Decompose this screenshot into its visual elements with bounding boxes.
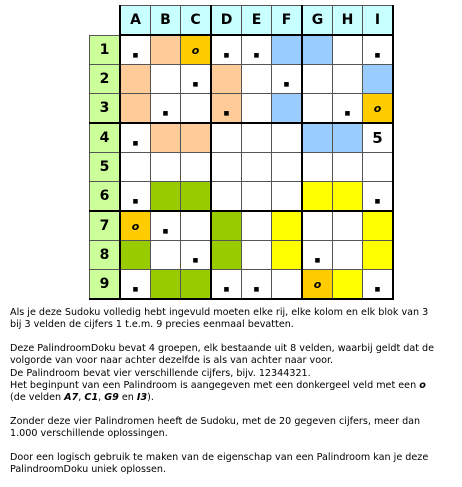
cell-dot-marker: ■	[374, 52, 381, 59]
cell-c5[interactable]	[181, 153, 212, 182]
cell-d4[interactable]	[211, 123, 242, 153]
cell-d5[interactable]	[211, 153, 242, 182]
text-line: Als je deze Sudoku volledig hebt ingevuld moeten elke rij, elke kolom en elk blok van 3	[10, 307, 429, 318]
cell-dot-marker: ■	[223, 52, 230, 59]
cell-d6[interactable]	[211, 182, 242, 212]
text-line: PalindroomDoku uniek oplossen.	[10, 464, 167, 476]
grid-row	[90, 94, 394, 124]
cell-dot-marker: ■	[223, 286, 230, 293]
text-line: De Palindroom bevat vier verschillende cijfers, bijv. 12344321.	[10, 367, 311, 379]
cell-dot-marker: ■	[132, 198, 139, 205]
column-header-h: H	[333, 6, 363, 36]
cell-c6[interactable]	[181, 182, 212, 212]
text-fragment: Het beginpunt van een Palindroom is aangegeven met een donkergeel veld met een	[10, 380, 417, 392]
cell-d1[interactable]	[211, 35, 242, 65]
cell-i1[interactable]	[363, 35, 394, 65]
text-fragment: (de velden	[10, 392, 62, 404]
cell-e6[interactable]	[242, 182, 272, 212]
logic-paragraph	[10, 452, 456, 477]
cell-i5[interactable]	[363, 153, 394, 182]
text-line: Deze PalindroomDoku bevat 4 groepen, elk bestaande uit 8 velden, waarbij geldt dat de	[10, 342, 435, 354]
cell-c3[interactable]	[181, 94, 212, 124]
cell-b7[interactable]	[151, 211, 181, 241]
cell-e8[interactable]	[242, 241, 272, 270]
cell-dot-marker: ■	[132, 286, 139, 293]
cell-ref: A7	[64, 392, 79, 404]
cell-b9[interactable]	[151, 270, 181, 300]
cell-b8[interactable]	[151, 241, 181, 270]
cell-d2[interactable]	[211, 65, 242, 94]
cell-i4[interactable]	[363, 123, 394, 153]
cell-f2[interactable]	[272, 65, 303, 94]
palindrome-start-marker: o	[191, 44, 200, 57]
instructions	[10, 307, 456, 487]
cell-e1[interactable]	[242, 35, 272, 65]
cell-h7[interactable]	[333, 211, 363, 241]
column-header-c: C	[181, 6, 212, 36]
solutions-paragraph	[10, 416, 456, 441]
cell-a5[interactable]	[120, 153, 151, 182]
cell-h3[interactable]	[333, 94, 363, 124]
column-header-a: A	[120, 6, 151, 36]
cell-f5[interactable]	[272, 153, 303, 182]
cell-i3[interactable]	[363, 94, 394, 124]
start-marker-symbol: o	[419, 380, 426, 392]
cell-b1[interactable]	[151, 35, 181, 65]
column-header-f: F	[272, 6, 303, 36]
cell-ref: G9	[104, 392, 119, 404]
row-header-5: 5	[90, 153, 121, 182]
cell-a2[interactable]	[120, 65, 151, 94]
grid-row	[90, 153, 394, 182]
cell-dot-marker: ■	[283, 81, 290, 88]
cell-dot-marker: ■	[132, 140, 139, 147]
cell-dot-marker: ■	[344, 110, 351, 117]
cell-b5[interactable]	[151, 153, 181, 182]
cell-c2[interactable]	[181, 65, 212, 94]
cell-e5[interactable]	[242, 153, 272, 182]
cell-ref: C1	[84, 392, 99, 404]
cell-c9[interactable]	[181, 270, 212, 300]
cell-a6[interactable]	[120, 182, 151, 212]
grid-row	[90, 211, 394, 241]
cell-g8[interactable]	[302, 241, 333, 270]
cell-d3[interactable]	[211, 94, 242, 124]
cell-e9[interactable]	[242, 270, 272, 300]
text-fragment: ,	[78, 392, 82, 404]
column-header-g: G	[302, 6, 333, 36]
cell-g6[interactable]	[302, 182, 333, 212]
cell-dot-marker: ■	[192, 257, 199, 264]
cell-dot-marker: ■	[223, 110, 230, 117]
text-line	[10, 380, 456, 392]
cell-d7[interactable]	[211, 211, 242, 241]
cell-e7[interactable]	[242, 211, 272, 241]
text-line: Door een logisch gebruik te maken van de eigenschap van een Palindroom kan je deze	[10, 451, 429, 463]
palindrome-start-marker: o	[373, 102, 382, 115]
cell-c1[interactable]	[181, 35, 212, 65]
row-header-4: 4	[90, 123, 121, 153]
text-line: volgorde van voor naar achter dezelfde is als van achter naar voor.	[10, 355, 334, 367]
cell-e4[interactable]	[242, 123, 272, 153]
row-header-6: 6	[90, 182, 121, 212]
cell-dot-marker: ■	[253, 286, 260, 293]
cell-f1[interactable]	[272, 35, 303, 65]
cell-f3[interactable]	[272, 94, 303, 124]
cell-h5[interactable]	[333, 153, 363, 182]
cell-g3[interactable]	[302, 94, 333, 124]
cell-h4[interactable]	[333, 123, 363, 153]
text-fragment: ,	[98, 392, 102, 404]
text-line	[10, 392, 456, 404]
cell-g5[interactable]	[302, 153, 333, 182]
grid-row	[90, 35, 394, 65]
text-line: 1.000 verschillende oplossingen.	[10, 428, 168, 440]
cell-c7[interactable]	[181, 211, 212, 241]
grid-row	[90, 182, 394, 212]
palindroomdoku-grid	[89, 5, 394, 300]
cell-g1[interactable]	[302, 35, 333, 65]
row-header-2: 2	[90, 65, 121, 94]
cell-g2[interactable]	[302, 65, 333, 94]
palindrome-start-marker: o	[131, 220, 140, 233]
row-header-9: 9	[90, 270, 121, 300]
text-fragment: ).	[147, 392, 154, 404]
cell-dot-marker: ■	[253, 52, 260, 59]
cell-g4[interactable]	[302, 123, 333, 153]
cell-c4[interactable]	[181, 123, 212, 153]
column-header-d: D	[211, 6, 242, 36]
cell-a4[interactable]	[120, 123, 151, 153]
row-header-3: 3	[90, 94, 121, 124]
cell-f6[interactable]	[272, 182, 303, 212]
cell-f4[interactable]	[272, 123, 303, 153]
cell-dot-marker: ■	[192, 81, 199, 88]
text-line: Zonder deze vier Palindromen heeft de Sudoku, met de 20 gegeven cijfers, meer dan	[10, 415, 421, 427]
cell-i8[interactable]	[363, 241, 394, 270]
cell-h6[interactable]	[333, 182, 363, 212]
cell-i9[interactable]	[363, 270, 394, 300]
palindrome-start-marker: o	[313, 278, 322, 291]
rules-paragraph	[10, 307, 456, 332]
cell-a9[interactable]	[120, 270, 151, 300]
cell-g9[interactable]	[302, 270, 333, 300]
cell-ref: I3	[136, 392, 148, 404]
cell-dot-marker: ■	[374, 286, 381, 293]
cell-dot-marker: ■	[132, 52, 139, 59]
cell-dot-marker: ■	[162, 228, 169, 235]
column-header-i: I	[363, 6, 394, 36]
cell-c8[interactable]	[181, 241, 212, 270]
grid-row	[90, 123, 394, 153]
palindrome-paragraph	[10, 343, 456, 405]
cell-f8[interactable]	[272, 241, 303, 270]
cell-h1[interactable]	[333, 35, 363, 65]
cell-b4[interactable]	[151, 123, 181, 153]
text-fragment: en	[121, 392, 134, 404]
column-header-row	[90, 6, 394, 36]
given-digit: 5	[372, 129, 383, 147]
row-header-1: 1	[90, 35, 121, 65]
cell-e2[interactable]	[242, 65, 272, 94]
cell-d8[interactable]	[211, 241, 242, 270]
cell-h8[interactable]	[333, 241, 363, 270]
cell-b3[interactable]	[151, 94, 181, 124]
cell-b6[interactable]	[151, 182, 181, 212]
column-header-e: E	[242, 6, 272, 36]
cell-dot-marker: ■	[162, 110, 169, 117]
cell-dot-marker: ■	[374, 198, 381, 205]
column-header-b: B	[151, 6, 181, 36]
row-header-8: 8	[90, 241, 121, 270]
cell-h2[interactable]	[333, 65, 363, 94]
cell-f7[interactable]	[272, 211, 303, 241]
cell-i2[interactable]	[363, 65, 394, 94]
cell-a3[interactable]	[120, 94, 151, 124]
cell-f9[interactable]	[272, 270, 303, 300]
cell-a8[interactable]	[120, 241, 151, 270]
grid-row	[90, 241, 394, 270]
cell-h9[interactable]	[333, 270, 363, 300]
grid-row	[90, 65, 394, 94]
cell-i7[interactable]	[363, 211, 394, 241]
cell-i6[interactable]	[363, 182, 394, 212]
row-header-7: 7	[90, 211, 121, 241]
cell-e3[interactable]	[242, 94, 272, 124]
grid-row	[90, 270, 394, 300]
cell-b2[interactable]	[151, 65, 181, 94]
cell-d9[interactable]	[211, 270, 242, 300]
grid-corner	[90, 6, 121, 36]
cell-a7[interactable]	[120, 211, 151, 241]
cell-g7[interactable]	[302, 211, 333, 241]
cell-a1[interactable]	[120, 35, 151, 65]
text-line: bij 3 velden de cijfers 1 t.e.m. 9 precies eenmaal bevatten.	[10, 319, 294, 331]
cell-dot-marker: ■	[314, 257, 321, 264]
